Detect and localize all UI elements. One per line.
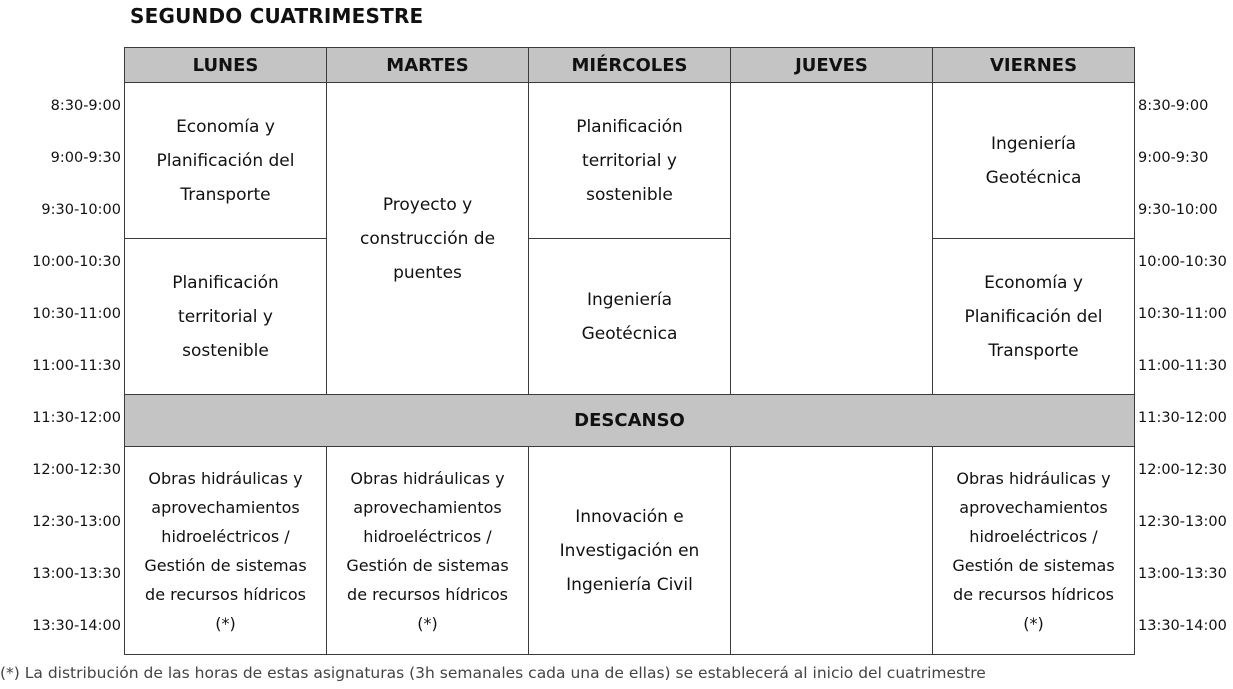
subject-line: Gestión de sistemas <box>952 555 1115 575</box>
footnote-marker: (*) <box>417 613 438 633</box>
time-label: 9:00-9:30 <box>1138 150 1209 166</box>
time-label: 10:30-11:00 <box>32 306 121 322</box>
schedule-table <box>124 47 1135 655</box>
subject-line: Obras hidráulicas y <box>956 468 1111 488</box>
time-label: 9:30-10:00 <box>41 202 121 218</box>
day-header-viernes: VIERNES <box>932 47 1135 83</box>
subject-line: hidroeléctricos / <box>161 526 290 546</box>
subject-line: puentes <box>393 262 462 283</box>
time-label: 10:00-10:30 <box>1138 254 1227 270</box>
time-label: 11:00-11:30 <box>1138 358 1227 374</box>
class-cell <box>932 446 1135 655</box>
subject-line: Obras hidráulicas y <box>148 468 303 488</box>
subject-line: Planificación del <box>964 306 1103 327</box>
subject-line: Innovación e <box>575 506 684 527</box>
time-label: 12:30-13:00 <box>32 514 121 530</box>
subject-line: Planificación del <box>156 150 295 171</box>
class-cell <box>124 82 327 239</box>
subject-line: sostenible <box>586 184 673 205</box>
subject-line: aprovechamientos <box>353 497 502 517</box>
break-row: DESCANSO <box>124 394 1135 447</box>
subject-line: territorial y <box>178 306 273 327</box>
time-label: 10:30-11:00 <box>1138 306 1227 322</box>
time-label: 8:30-9:00 <box>50 98 121 114</box>
class-cell <box>932 238 1135 395</box>
day-header-miercoles: MIÉRCOLES <box>528 47 731 83</box>
time-label: 13:30-14:00 <box>1138 618 1227 634</box>
class-cell <box>326 82 529 395</box>
subject-line: aprovechamientos <box>959 497 1108 517</box>
subject-line: sostenible <box>182 340 269 361</box>
subject-line: Transporte <box>180 184 271 205</box>
class-cell <box>932 82 1135 239</box>
subject-line: de recursos hídricos <box>953 584 1114 604</box>
subject-line: Ingeniería Civil <box>566 574 693 595</box>
time-label: 12:30-13:00 <box>1138 514 1227 530</box>
class-cell <box>124 238 327 395</box>
time-label: 8:30-9:00 <box>1138 98 1209 114</box>
subject-line: Geotécnica <box>581 323 678 344</box>
class-cell <box>528 82 731 239</box>
footnote-marker: (*) <box>1023 613 1044 633</box>
footnote-marker: (*) <box>215 613 236 633</box>
subject-line: Ingeniería <box>586 289 673 310</box>
subject-line: Gestión de sistemas <box>144 555 307 575</box>
time-label: 10:00-10:30 <box>32 254 121 270</box>
class-cell <box>528 446 731 655</box>
class-cell <box>124 446 327 655</box>
subject-line: construcción de <box>359 228 496 249</box>
subject-line: Investigación en <box>559 540 700 561</box>
subject-line: Economía y <box>984 272 1083 293</box>
subject-line: Geotécnica <box>985 167 1082 188</box>
time-label: 12:00-12:30 <box>32 462 121 478</box>
class-cell <box>528 238 731 395</box>
subject-line: Proyecto y <box>382 194 473 215</box>
time-label: 11:30-12:00 <box>1138 410 1227 426</box>
empty-cell <box>730 82 933 395</box>
subject-line: Transporte <box>988 340 1079 361</box>
day-header-jueves: JUEVES <box>730 47 933 83</box>
time-label: 12:00-12:30 <box>1138 462 1227 478</box>
time-label: 13:00-13:30 <box>32 566 121 582</box>
subject-line: Gestión de sistemas <box>346 555 509 575</box>
subject-line: aprovechamientos <box>151 497 300 517</box>
time-label: 9:00-9:30 <box>50 150 121 166</box>
time-label: 13:30-14:00 <box>32 618 121 634</box>
day-header-martes: MARTES <box>326 47 529 83</box>
subject-line: de recursos hídricos <box>347 584 508 604</box>
footnote: (*) La distribución de las horas de estas asignaturas (3h semanales cada una de ellas) se establecerá al inicio del cuatrimestre <box>0 664 986 682</box>
subject-line: territorial y <box>582 150 677 171</box>
subject-line: de recursos hídricos <box>145 584 306 604</box>
empty-cell <box>730 446 933 655</box>
subject-line: Planificación <box>576 116 683 137</box>
subject-line: Ingeniería <box>990 133 1077 154</box>
class-cell <box>326 446 529 655</box>
subject-line: hidroeléctricos / <box>969 526 1098 546</box>
page-title: SEGUNDO CUATRIMESTRE <box>130 4 424 28</box>
time-label: 9:30-10:00 <box>1138 202 1218 218</box>
subject-line: Planificación <box>172 272 279 293</box>
time-label: 13:00-13:30 <box>1138 566 1227 582</box>
subject-line: hidroeléctricos / <box>363 526 492 546</box>
subject-line: Economía y <box>176 116 275 137</box>
day-header-lunes: LUNES <box>124 47 327 83</box>
time-label: 11:30-12:00 <box>32 410 121 426</box>
time-label: 11:00-11:30 <box>32 358 121 374</box>
subject-line: Obras hidráulicas y <box>350 468 505 488</box>
